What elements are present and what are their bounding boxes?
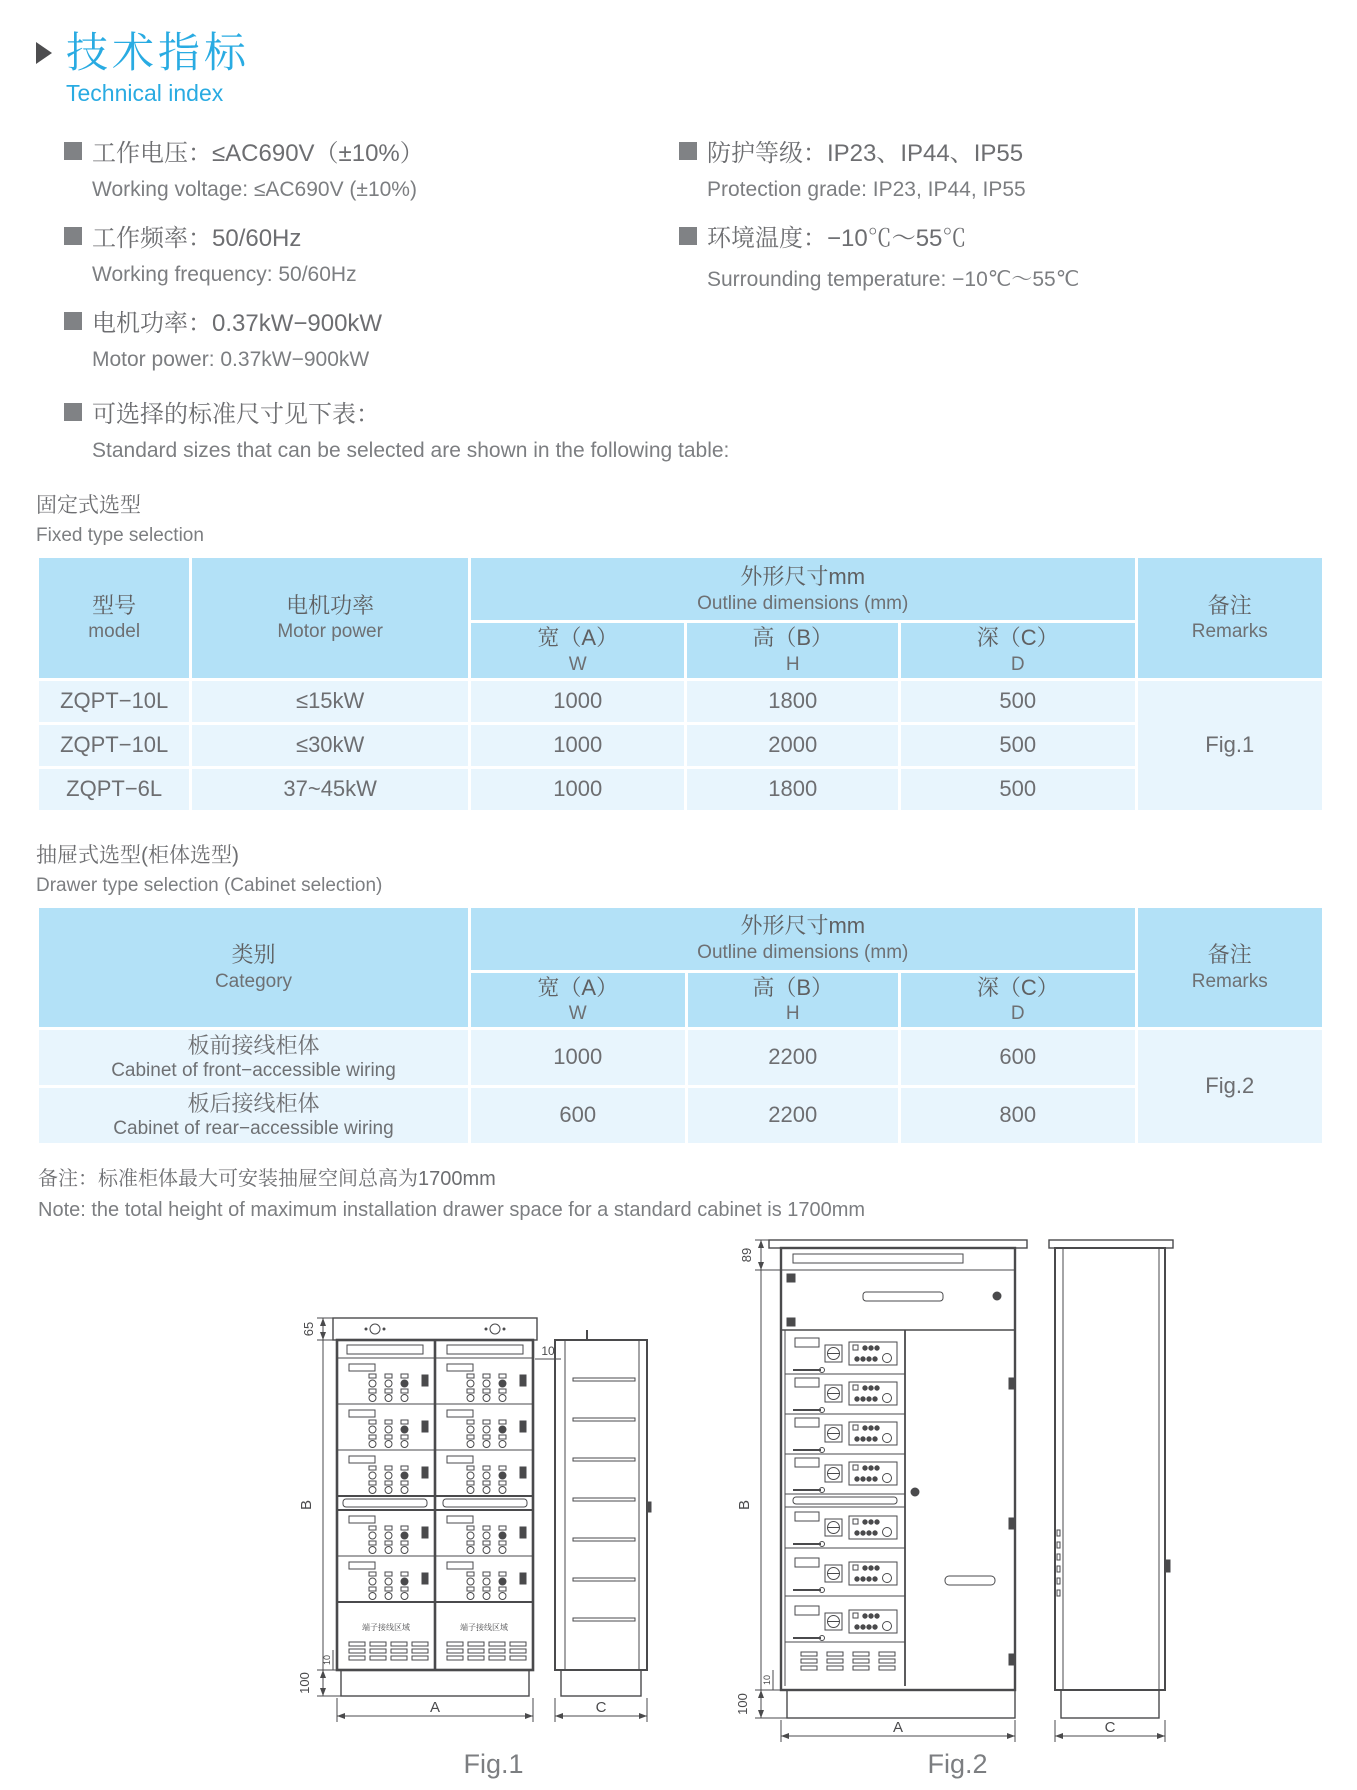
col-header-category [38, 906, 470, 1028]
square-bullet-icon [64, 227, 82, 245]
page-header [36, 30, 1325, 76]
dim-label-89: 89 [738, 1247, 754, 1263]
table-row [38, 1028, 1324, 1086]
cell-model: ZQPT−6L [38, 767, 191, 811]
header-zh: 宽（A） [537, 625, 619, 651]
col-header-height [686, 622, 899, 679]
spec-en-text: Protection grade: IP23, IP44, IP55 [707, 178, 1026, 202]
col-header-depth [899, 622, 1136, 679]
square-bullet-icon [64, 312, 82, 330]
spec-zh-text: 防护等级：IP23、IP44、IP55 [707, 140, 1024, 168]
header-en: Remarks [1191, 970, 1268, 992]
cell-model: ZQPT−10L [38, 679, 191, 723]
cell-power: ≤30kW [191, 723, 470, 767]
dim-label-100: 100 [296, 1672, 312, 1694]
header-en: Category [214, 970, 293, 992]
cell-category [38, 1086, 470, 1144]
header-en: model [88, 621, 141, 643]
dim-label-C: C [595, 1698, 606, 1716]
header-zh: 深（C） [976, 625, 1059, 651]
figure-1 [289, 1302, 699, 1780]
fig1-front-view [333, 1318, 537, 1696]
cell-power: ≤15kW [191, 679, 470, 723]
col-header-model [38, 557, 191, 679]
table-row [38, 679, 1324, 723]
spec-list [64, 133, 1325, 388]
square-bullet-icon [64, 142, 82, 160]
header-en: Outline dimensions (mm) [697, 942, 909, 964]
fig1-dimensions [317, 1318, 647, 1722]
spec-en-text: Surrounding temperature: −10℃～55℃ [707, 268, 1080, 292]
spec-protection-grade [679, 133, 1325, 202]
cell-d: 500 [899, 679, 1136, 723]
dim-label-A: A [429, 1698, 440, 1716]
terminal-area-label: 端子接线区域 [459, 1622, 508, 1632]
header-en: Outline dimensions (mm) [697, 592, 909, 614]
table-intro [64, 394, 1325, 463]
header-zh: 深（C） [976, 974, 1059, 1000]
col-header-width [470, 971, 687, 1028]
cell-w: 1000 [470, 1028, 687, 1086]
table-row [38, 723, 1324, 767]
intro-zh-text: 可选择的标准尺寸见下表： [92, 401, 380, 429]
spec-zh-text: 电机功率：0.37kW−900kW [92, 310, 383, 338]
header-en: Remarks [1191, 621, 1268, 643]
fig2-drawing [723, 1230, 1193, 1742]
cell-power: 37~45kW [191, 767, 470, 811]
spec-surrounding-temperature [679, 218, 1325, 293]
spec-zh-text: 环境温度：−10℃～55℃ [707, 225, 967, 253]
header-en: D [1010, 1003, 1025, 1025]
dim-label-100: 100 [734, 1693, 750, 1715]
header-zh: 高（B） [752, 974, 834, 1000]
section-title-en: Fixed type selection [36, 525, 204, 547]
cell-h: 1800 [686, 767, 899, 811]
fig2-caption: Fig.2 [927, 1748, 988, 1779]
cell-w: 1000 [469, 723, 686, 767]
cell-remarks: Fig.1 [1136, 679, 1323, 811]
cell-remarks: Fig.2 [1136, 1028, 1323, 1144]
cell-h: 1800 [686, 679, 899, 723]
page-title-zh: 技术指标 [66, 29, 251, 76]
header-zh: 外形尺寸mm [740, 913, 866, 939]
dim-label-A: A [892, 1718, 903, 1736]
header-zh: 宽（A） [537, 974, 619, 1000]
cell-model: ZQPT−10L [38, 723, 191, 767]
fig2-front-view [769, 1240, 1027, 1718]
terminal-area-label: 端子接线区域 [361, 1622, 410, 1632]
cell-d: 500 [899, 767, 1136, 811]
spec-zh-text: 工作电压：≤AC690V（±10%） [92, 140, 424, 168]
triangle-bullet-icon [36, 42, 52, 64]
spec-column-right [679, 133, 1325, 388]
header-zh: 备注 [1207, 592, 1252, 618]
col-header-remarks [1136, 906, 1323, 1028]
cell-w: 600 [470, 1086, 687, 1144]
note-zh: 备注：标准柜体最大可安装抽屉空间总高为1700mm [38, 1167, 496, 1190]
spec-en-text: Working frequency: 50/60Hz [92, 263, 357, 287]
col-header-outline-dimensions [469, 557, 1136, 622]
dim-label-B: B [735, 1499, 753, 1510]
page-title-en: Technical index [66, 80, 224, 107]
dim-label-B: B [297, 1499, 315, 1510]
fixed-type-table [36, 555, 1325, 812]
square-bullet-icon [679, 142, 697, 160]
section-title-zh: 抽屉式选型(柜体选型) [36, 843, 239, 867]
dim-label-C: C [1104, 1718, 1115, 1736]
cell-d: 500 [899, 723, 1136, 767]
section-title-zh: 固定式选型 [36, 494, 141, 518]
header-en: H [785, 1003, 800, 1025]
section-fixed-type [36, 489, 1325, 547]
spec-working-voltage [64, 133, 679, 202]
spec-working-frequency [64, 218, 679, 287]
cell-h: 2000 [686, 723, 899, 767]
cell-h: 2200 [686, 1086, 899, 1144]
header-zh: 类别 [231, 942, 276, 968]
section-drawer-type [36, 839, 1325, 897]
spec-en-text: Motor power: 0.37kW−900kW [92, 348, 370, 372]
cell-category [38, 1028, 470, 1086]
col-header-depth [899, 971, 1136, 1028]
header-en: Motor power [277, 621, 383, 643]
cell-w: 1000 [469, 767, 686, 811]
header-zh: 电机功率 [286, 592, 375, 618]
header-zh: 高（B） [752, 625, 834, 651]
spec-motor-power [64, 303, 679, 372]
col-header-outline-dimensions [470, 906, 1137, 971]
dim-label-10: 10 [761, 1674, 772, 1685]
cell-d: 600 [899, 1028, 1136, 1086]
spec-zh-text: 工作频率：50/60Hz [92, 225, 302, 253]
category-en: Cabinet of front−accessible wiring [111, 1060, 396, 1082]
note-en: Note: the total height of maximum installation drawer space for a standard cabinet is 1700mm [38, 1198, 866, 1221]
figure-2 [723, 1230, 1193, 1780]
cell-d: 800 [899, 1086, 1136, 1144]
fig2-side-view [1049, 1240, 1173, 1718]
square-bullet-icon [679, 227, 697, 245]
header-zh: 外形尺寸mm [740, 564, 866, 589]
header-en: H [785, 653, 800, 675]
dim-label-10: 10 [321, 1654, 332, 1665]
cell-h: 2200 [686, 1028, 899, 1086]
drawer-type-table [36, 905, 1325, 1146]
col-header-height [686, 971, 899, 1028]
col-header-width [469, 622, 686, 679]
dim-label-10-top: 10 [540, 1343, 555, 1358]
header-en: W [568, 653, 587, 675]
category-zh: 板前接线柜体 [187, 1032, 320, 1058]
table-row [38, 1086, 1324, 1144]
spec-en-text: Working voltage: ≤AC690V (±10%) [92, 178, 417, 202]
intro-en-text: Standard sizes that can be selected are shown in the following table: [92, 439, 730, 463]
col-header-motor-power [191, 557, 470, 679]
fig1-side-view [555, 1330, 651, 1696]
spec-column-left [64, 133, 679, 388]
dim-label-65: 65 [300, 1321, 316, 1337]
cell-w: 1000 [469, 679, 686, 723]
category-zh: 板后接线柜体 [187, 1090, 320, 1116]
square-bullet-icon [64, 403, 82, 421]
header-en: W [568, 1003, 587, 1025]
header-en: D [1010, 653, 1025, 675]
table-row [38, 767, 1324, 811]
note [38, 1162, 1325, 1222]
figures [156, 1230, 1325, 1780]
header-zh: 型号 [92, 592, 137, 618]
col-header-remarks [1136, 557, 1323, 679]
fig1-drawing [289, 1302, 699, 1742]
category-en: Cabinet of rear−accessible wiring [113, 1118, 394, 1140]
header-zh: 备注 [1207, 942, 1252, 968]
fig1-caption: Fig.1 [463, 1748, 524, 1779]
section-title-en: Drawer type selection (Cabinet selection) [36, 874, 383, 896]
